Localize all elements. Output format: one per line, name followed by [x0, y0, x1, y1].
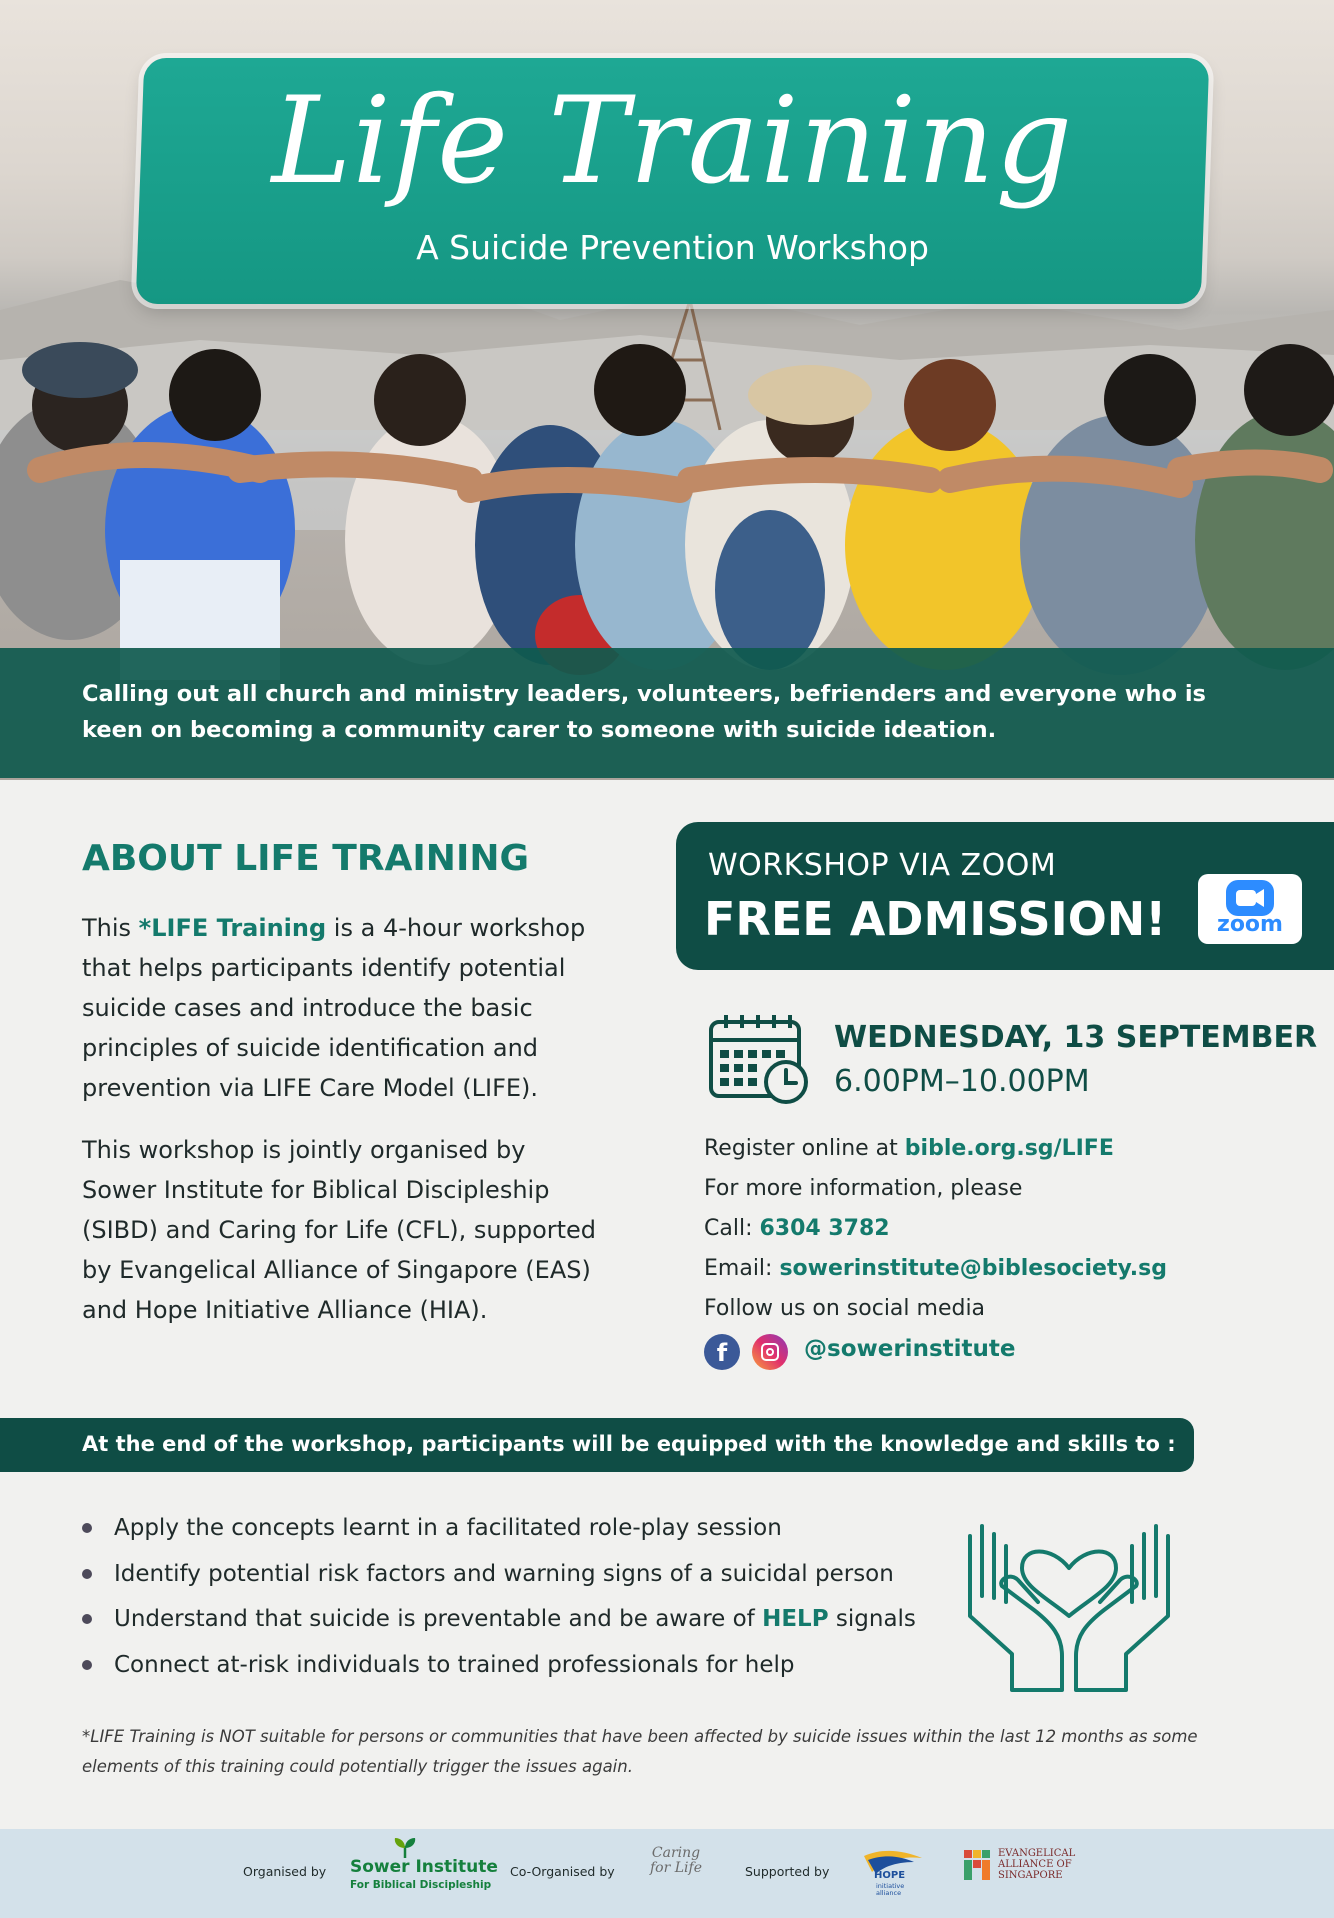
register-link[interactable]: bible.org.sg/LIFE [904, 1136, 1114, 1161]
callout-text: Calling out all church and ministry leaders, volunteers, befrienders and everyone who is keen on becoming a community carer to someone with suicide ideation. [82, 681, 1206, 743]
hope-logo-word: HOPE [874, 1870, 906, 1881]
list-item [82, 1554, 962, 1600]
organised-by-label: Organised by [243, 1864, 327, 1879]
outcome-item-2: Identify potential risk factors and warning signs of a suicidal person [114, 1560, 894, 1587]
outcome-item-3-suffix: signals [828, 1606, 916, 1632]
sprout-icon [392, 1838, 418, 1858]
co-organised-by-label: Co-Organised by [510, 1864, 615, 1879]
sower-institute-logo: Sower Institute [350, 1857, 498, 1877]
bullet-icon [82, 1660, 92, 1670]
event-date: WEDNESDAY, 13 SEPTEMBER [834, 1020, 1318, 1055]
eas-logo-mark [964, 1850, 990, 1880]
hands-heart-icon [962, 1506, 1176, 1694]
register-line [704, 1134, 1324, 1164]
more-info-line: For more information, please [704, 1176, 1023, 1201]
page-subtitle: A Suicide Prevention Workshop [416, 228, 929, 267]
caring-for-life-logo: Caring for Life [650, 1845, 702, 1876]
free-admission: FREE ADMISSION! [704, 892, 1167, 946]
email-line [704, 1254, 1324, 1284]
outcome-item-1: Apply the concepts learnt in a facilitated role-play session [114, 1515, 782, 1541]
outcome-item-3: Understand that suicide is preventable and be aware of [114, 1606, 763, 1632]
list-item [82, 1599, 962, 1645]
calendar-clock-icon [708, 1012, 810, 1104]
facebook-icon[interactable]: f [704, 1334, 740, 1370]
disclaimer: *LIFE Training is NOT suitable for persons or communities that have been affected by suicide issues within the last 12 months as some elements of this training could potentially trigger the issues again. [82, 1727, 1198, 1776]
email-label: Email: [704, 1256, 780, 1281]
about-paragraph-1 [82, 908, 602, 1108]
about-p1-prefix: This [82, 914, 139, 942]
email-link[interactable]: sowerinstitute@biblesociety.sg [779, 1256, 1167, 1281]
instagram-icon[interactable] [752, 1334, 788, 1370]
sower-institute-tagline: For Biblical Discipleship [350, 1879, 492, 1891]
social-handle[interactable]: @sowerinstitute [804, 1336, 1016, 1362]
help-highlight: HELP [762, 1606, 829, 1632]
list-item [82, 1508, 962, 1554]
follow-line: Follow us on social media [704, 1296, 986, 1321]
call-label: Call: [704, 1216, 760, 1241]
phone-number[interactable]: 6304 3782 [759, 1216, 890, 1241]
about-p1-rest: is a 4-hour workshop that helps participants identify potential suicide cases and introduce the basic principles of suicide identification and prevention via LIFE Care Model (LIFE). [82, 914, 586, 1102]
eas-logo-text: EVANGELICAL ALLIANCE OF SINGAPORE [998, 1848, 1076, 1881]
about-heading: ABOUT LIFE TRAINING [82, 838, 530, 879]
bullet-icon [82, 1523, 92, 1533]
hero-photo [0, 0, 1334, 780]
outcomes-list [82, 1508, 962, 1690]
bullet-icon [82, 1614, 92, 1624]
life-training-highlight: *LIFE Training [138, 914, 327, 942]
supported-by-label: Supported by [745, 1864, 830, 1879]
zoom-logo-word: zoom [1217, 912, 1283, 937]
outcomes-intro: At the end of the workshop, participants will be equipped with the knowledge and skills to : [82, 1432, 1176, 1456]
workshop-via-zoom: WORKSHOP VIA ZOOM [708, 848, 1057, 883]
page-title: Life Training [271, 72, 1074, 211]
list-item [82, 1645, 962, 1691]
call-line [704, 1214, 1324, 1244]
about-paragraph-2: This workshop is jointly organised by Sower Institute for Biblical Discipleship (SIBD) and Caring for Life (CFL), supported by Evangelical Alliance of Singapore (EAS) and Hope Initiative Alliance (HIA). [82, 1136, 597, 1324]
hope-logo-subtitle: initiative alliance [876, 1882, 905, 1897]
register-label: Register online at [704, 1136, 905, 1161]
outcome-item-4: Connect at-risk individuals to trained professionals for help [114, 1651, 795, 1678]
bullet-icon [82, 1569, 92, 1579]
event-time: 6.00PM–10.00PM [834, 1064, 1090, 1099]
